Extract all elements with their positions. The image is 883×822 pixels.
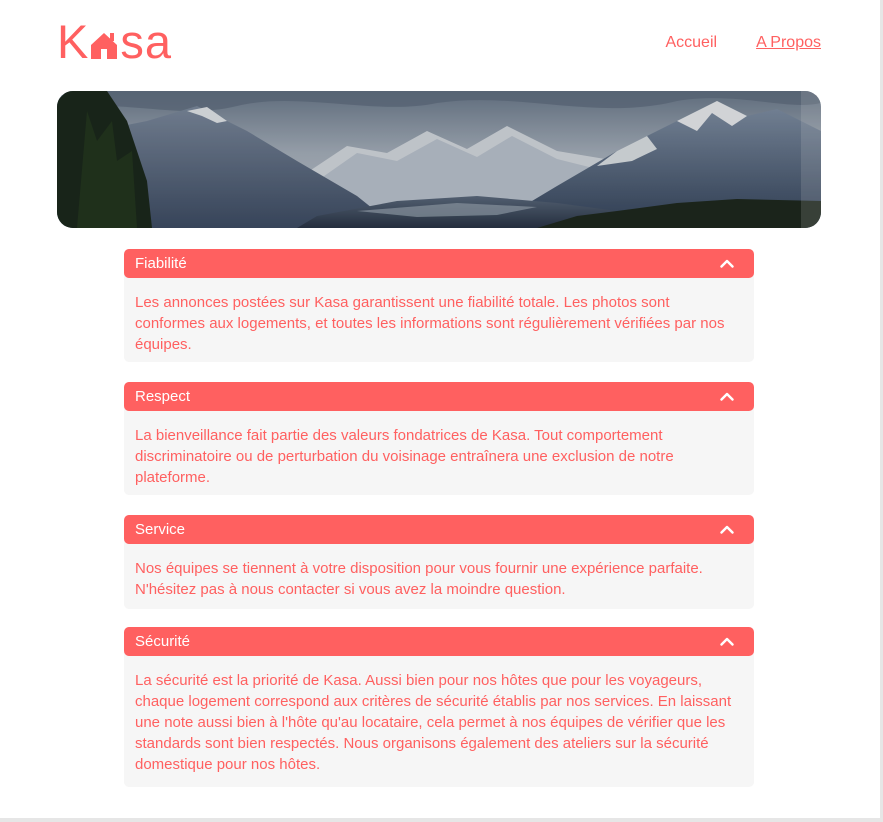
about-accordion [124,249,754,787]
chevron-up-icon[interactable] [720,257,734,269]
house-icon [89,30,119,60]
kasa-logo[interactable] [57,15,172,68]
accordion-title: Sécurité [135,633,191,650]
accordion-header-respect[interactable] [124,382,754,411]
accordion-content: Nos équipes se tiennent à votre disposition pour vous fournir une expérience parfaite. N'hésitez pas à nous contacter si vous avez la moindre question. [124,540,754,609]
accordion-item-respect [124,382,754,495]
accordion-content: La bienveillance fait partie des valeurs fondatrices de Kasa. Tout comportement discriminatoire ou de perturbation du voisinage entraînera une exclusion de notre plateforme. [124,407,754,495]
accordion-content: Les annonces postées sur Kasa garantissent une fiabilité totale. Les photos sont conformes aux logements, et toutes les informations sont régulièrement vérifiées par nos équipes. [124,274,754,362]
site-header [57,15,821,68]
accordion-item-securite [124,627,754,787]
main-nav [665,34,821,52]
mountain-banner-image [57,91,821,228]
logo-letters-sa: sa [120,15,172,68]
nav-link-accueil[interactable]: Accueil [665,34,718,51]
chevron-up-icon[interactable] [720,635,734,647]
accordion-title: Service [135,521,186,538]
window-bottom-edge [0,818,883,822]
accordion-title: Fiabilité [135,255,187,272]
accordion-header-securite[interactable] [124,627,754,656]
logo-letter-k: K [57,15,90,68]
accordion-title: Respect [135,388,191,405]
accordion-content: La sécurité est la priorité de Kasa. Aussi bien pour nos hôtes que pour les voyageurs, chaque logement correspond aux critères de sécurité établis par nos services. En laissant une note aussi bien à l'hôte qu'au locataire, cela permet à nos équipes de vérifier que les standards sont bien respectés. Nous organisons également des ateliers sur la sécurité domestique pour nos hôtes. [124,652,754,787]
chevron-up-icon[interactable] [720,390,734,402]
chevron-up-icon[interactable] [720,523,734,535]
accordion-item-fiabilite [124,249,754,362]
accordion-header-service[interactable] [124,515,754,544]
accordion-item-service [124,515,754,609]
nav-link-a-propos[interactable]: A Propos [756,34,821,51]
accordion-header-fiabilite[interactable] [124,249,754,278]
